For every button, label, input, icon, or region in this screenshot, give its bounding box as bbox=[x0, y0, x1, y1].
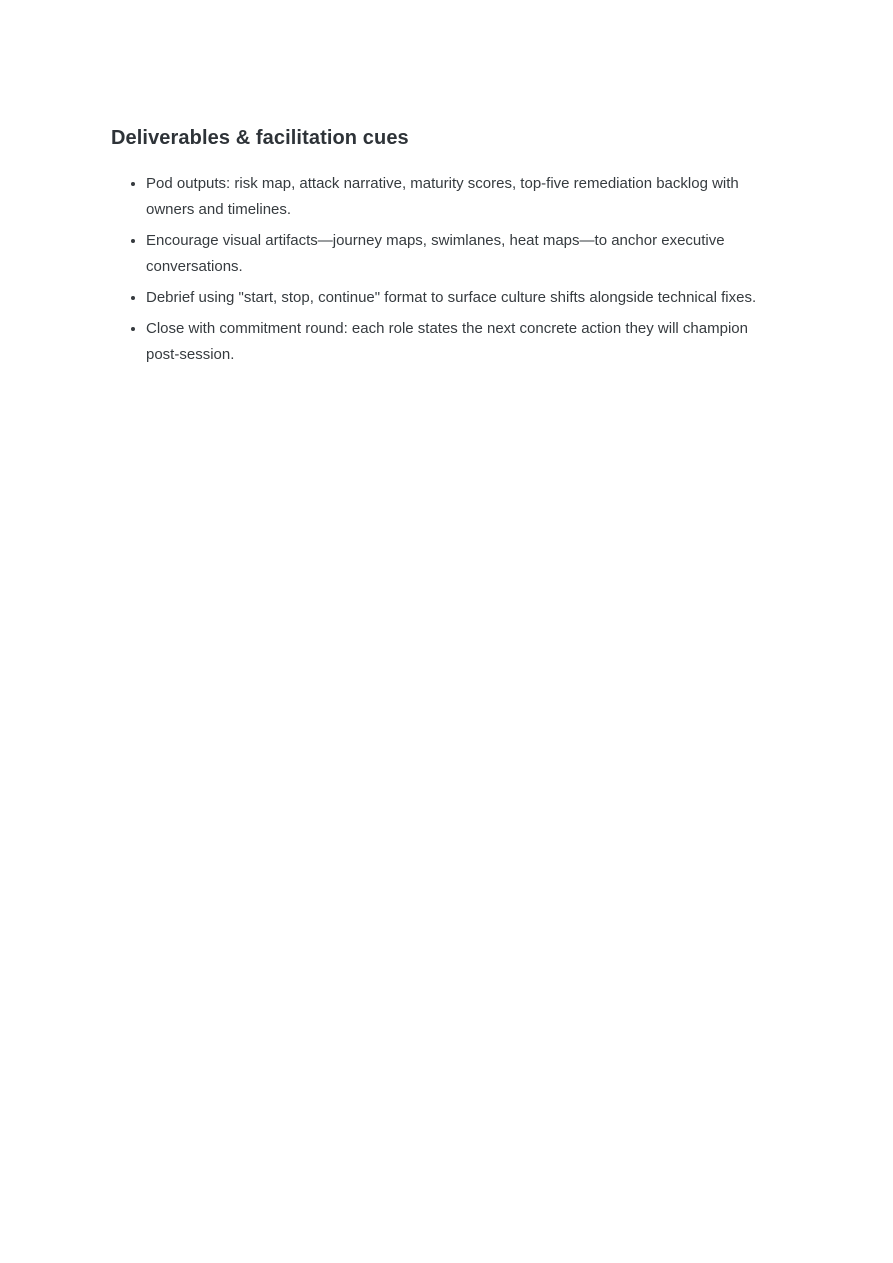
list-item: • Encourage visual artifacts—journey maps, swimlanes, heat maps—to anchor executive conversations. bbox=[146, 228, 773, 280]
list-item: • Pod outputs: risk map, attack narrative, maturity scores, top-five remediation backlog with owners and timelines. bbox=[146, 171, 773, 223]
list-item: • Close with commitment round: each role states the next concrete action they will champion post-session. bbox=[146, 316, 773, 368]
list-item: • Debrief using "start, stop, continue" format to surface culture shifts alongside technical fixes. bbox=[146, 285, 773, 311]
document-page bbox=[0, 0, 893, 368]
bullet-list bbox=[111, 171, 773, 368]
page-title: Deliverables & facilitation cues bbox=[111, 127, 409, 149]
